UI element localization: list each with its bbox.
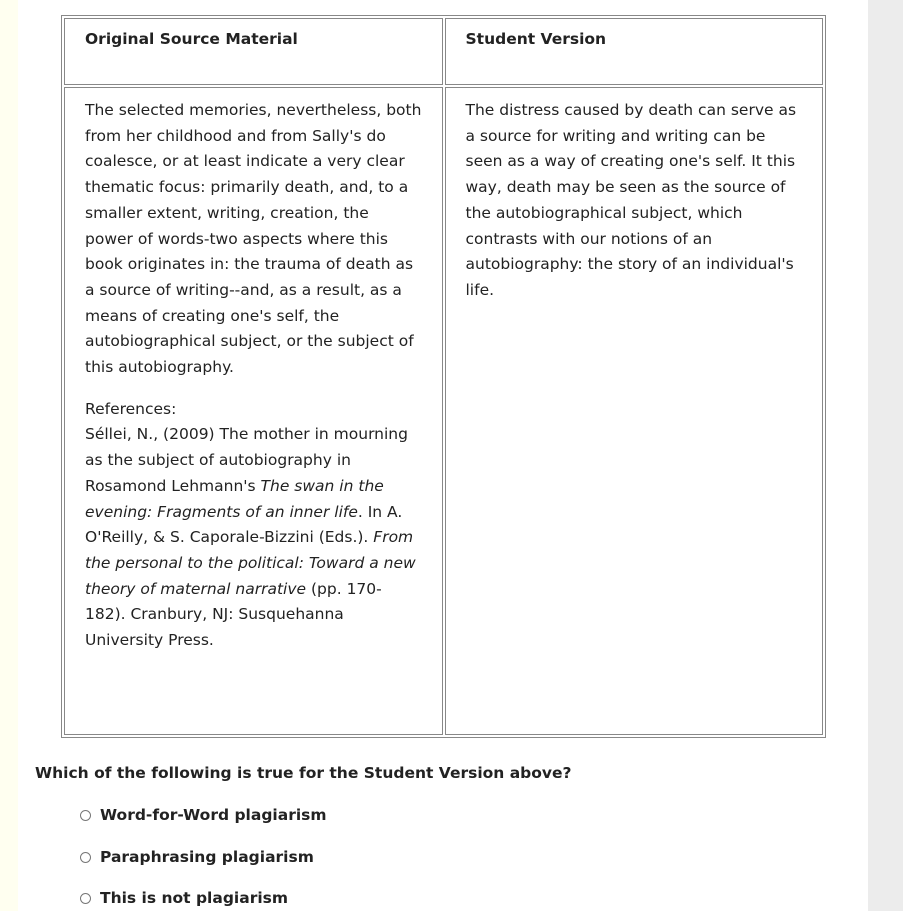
- references-label: References:: [85, 399, 177, 418]
- reference-title-1: The swan in the evening: Fragments of an inner life: [85, 476, 384, 521]
- option-word-for-word[interactable]: [80, 806, 327, 824]
- radio-button-not-plagiarism[interactable]: [80, 893, 91, 904]
- table-header-row: [64, 18, 823, 85]
- original-source-cell: [64, 87, 443, 735]
- student-version-text: The distress caused by death can serve as a source for writing and writing can be seen as a way of creating one's self. It this way, death may be seen as the source of the autobiographical subject, which contrasts with our notions of an autobiography: the story of an individual's life.: [465, 101, 797, 299]
- reference-text-3: (pp. 170-182). Cranbury, NJ: Susquehanna University Press.: [85, 579, 382, 650]
- reference-text-2: . In A. O'Reilly, & S. Caporale-Bizzini (Eds.).: [85, 502, 403, 547]
- option-paraphrasing[interactable]: [80, 848, 314, 866]
- option-label-word-for-word: Word-for-Word plagiarism: [100, 806, 327, 824]
- reference-title-2: From the personal to the political: Toward a new theory of maternal narrative: [85, 528, 416, 598]
- quiz-content: [18, 0, 868, 911]
- radio-button-paraphrasing[interactable]: [80, 852, 91, 863]
- comparison-table: [61, 15, 826, 738]
- references: [85, 397, 422, 654]
- radio-button-word-for-word[interactable]: [80, 810, 91, 821]
- left-margin-strip: [0, 0, 18, 911]
- option-label-paraphrasing: Paraphrasing plagiarism: [100, 848, 314, 866]
- question-prompt: Which of the following is true for the Student Version above?: [35, 764, 572, 782]
- option-not-plagiarism[interactable]: [80, 889, 288, 907]
- student-version-header: Student Version: [445, 18, 824, 85]
- table-body-row: [64, 87, 823, 735]
- reference-text-1: Séllei, N., (2009) The mother in mourning as the subject of autobiography in Rosamond Lehmann's: [85, 425, 408, 495]
- student-version-cell: [445, 87, 824, 735]
- reference-entry: [85, 422, 422, 653]
- original-source-text: The selected memories, nevertheless, both from her childhood and from Sally's do coalesce, or at least indicate a very clear thematic focus: primarily death, and, to a smaller extent, writing, creation, the power of words-two aspects where this book originates in: the trauma of death as a source of writing--and, as a result, as a means of creating one's self, the autobiographical subject, or the subject of this autobiography.: [85, 101, 422, 377]
- original-source-header: Original Source Material: [64, 18, 443, 85]
- option-label-not-plagiarism: This is not plagiarism: [100, 889, 289, 907]
